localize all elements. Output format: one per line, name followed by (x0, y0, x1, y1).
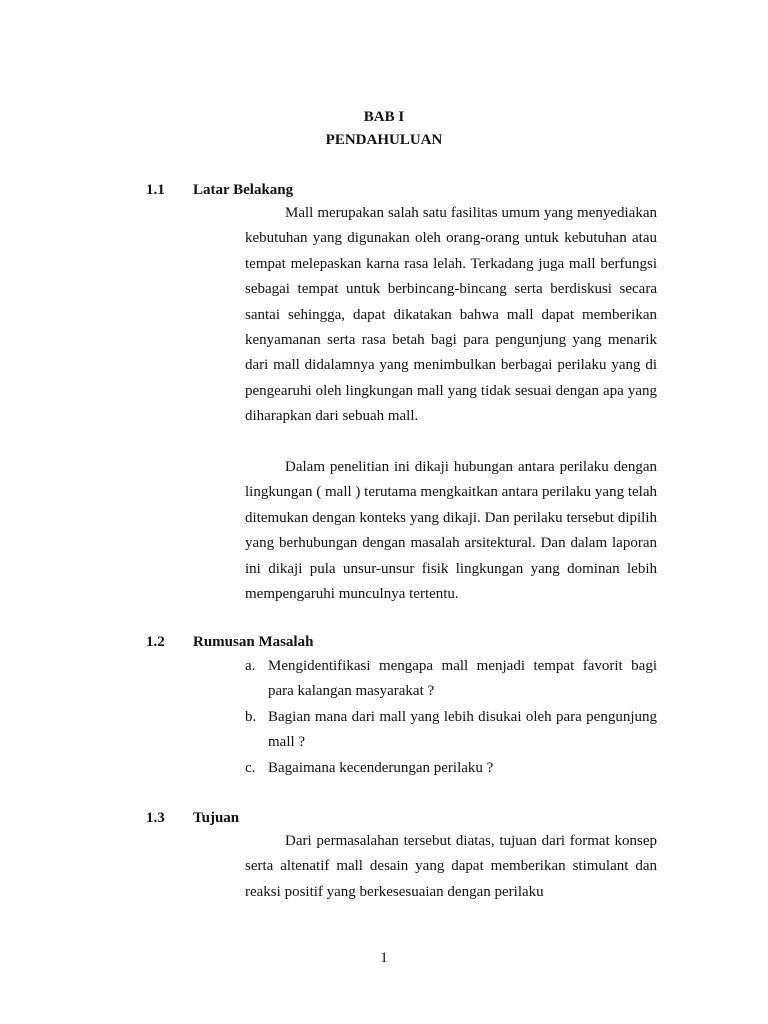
paragraph-tujuan: Dari permasalahan tersebut diatas, tujuan dari format konsep serta altenatif mall desain yang dapat memberikan stimulant dan reaksi positif yang berkesesuaian dengan perilaku (245, 833, 657, 900)
list-item-text: Bagian mana dari mall yang lebih disukai oleh para pengunjung mall ? (268, 708, 657, 751)
chapter-title: PENDAHULUAN (325, 132, 443, 148)
list-item (245, 705, 657, 756)
page-number: 1 (380, 950, 388, 966)
section-title-tujuan: Tujuan (193, 810, 240, 826)
section-number-1-3: 1.3 (146, 810, 165, 826)
list-marker: b. (245, 708, 257, 725)
list-item-text: Bagaimana kecenderungan perilaku ? (268, 759, 494, 776)
list-item-text: Mengidentifikasi mengapa mall menjadi tempat favorit bagi para kalangan masyarakat ? (268, 658, 657, 700)
list-item (245, 756, 657, 781)
section-number-1-2: 1.2 (146, 634, 165, 650)
paragraph-latar-belakang-2: Dalam penelitian ini dikaji hubungan antara perilaku dengan lingkungan ( mall ) terutama mengkaitkan antara perilaku yang telah ditemukan dengan konteks yang dikaji. Dan perilaku tersebut dipilih yang berhubungan dengan masalah arsitektural. Dan dalam laporan ini dikaji pula unsur-unsur fisik lingkungan yang dominan lebih mempengaruhi munculnya tertentu. (245, 459, 657, 603)
list-marker: c. (245, 759, 256, 776)
section-number-1-1: 1.1 (146, 182, 165, 198)
rumusan-masalah-list (245, 654, 657, 781)
chapter-label: BAB I (363, 109, 405, 125)
section-title-latar-belakang: Latar Belakang (193, 182, 294, 198)
list-marker: a. (245, 658, 256, 674)
section-title-rumusan-masalah: Rumusan Masalah (193, 634, 314, 650)
list-item (245, 654, 657, 705)
paragraph-latar-belakang-1: Mall merupakan salah satu fasilitas umum yang menyediakan kebutuhan yang digunakan oleh orang-orang untuk kebutuhan atau tempat melepaskan karna rasa lelah. Terkadang juga mall berfungsi sebagai tempat untuk berbincang-bincang serta berdiskusi secara santai sehingga, dapat dikatakan bahwa mall dapat memberikan kenyamanan serta rasa betah bagi para pengunjung yang menarik dari mall didalamnya yang menimbulkan berbagai perilaku yang di pengearuhi oleh lingkungan mall yang tidak sesuai dengan apa yang diharapkan dari sebuah mall. (245, 205, 657, 425)
